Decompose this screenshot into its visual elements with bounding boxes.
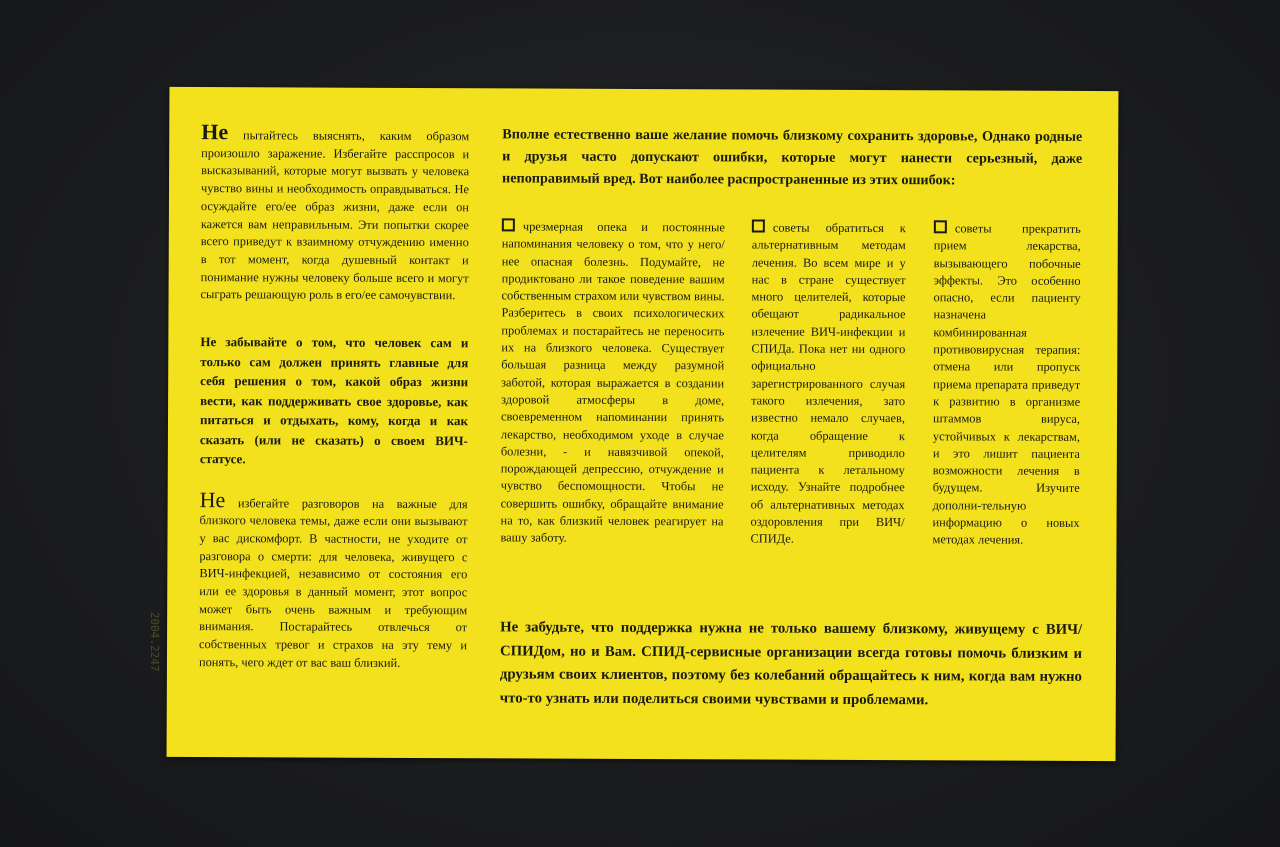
paragraph-text: избегайте разговоров на важные для близкого человека темы, даже если они вызывают у вас дискомфорт. В частности, не уходите от разговора о смерти: для человека, живущего с ВИЧ-инфекцией, независимо от состояния его или ее здоровья в данный момент, этот вопрос может быть очень важным и требующим внимания. Постарайтесь отвлечься от собственных тревог и страхов на эту тему и понять, чего ждет от вас ваш близкий. <box>198 495 468 670</box>
handwritten-catalog-number: 2004.2247 <box>147 611 162 672</box>
paragraph-dont-ask-about-infection <box>200 119 470 305</box>
intro-heading: Вполне естественно ваше желание помочь близкому сохранить здоровье, Однако родные и друзья часто допускают ошибки, которые могут нанести серьезный, даже непоправимый вред. Вот наиболее распространенные из этих ошибок: <box>502 126 1083 189</box>
square-bullet-icon <box>934 220 947 233</box>
square-bullet-icon <box>752 219 765 232</box>
mistake-text: советы обратиться к альтернативным методам лечения. Во всем мире и у нас в стране существует много целителей, которые обещают радикальное излечение ВИЧ-инфекции и СПИДа. Пока нет ни одного официально зарегистрированного случая такого излечения, зато известно немало случаев, когда обращение к целителям приводило пациента к летальному исходу. Узнайте подробнее об альтернативных методах оздоровления при ВИЧ/СПИДе. <box>750 220 906 547</box>
paragraph-dont-forget-decisions <box>200 332 469 470</box>
lead-word: Не <box>199 486 226 512</box>
closing-paragraph: Не забудьте, что поддержка нужна не только вашему близкому, живущему с ВИЧ/СПИДом, но и Вам. СПИД-сервисные организации всегда готовы помочь близким и друзьям своих клиентов, поэтому без колебаний обращайтесь к ним, когда вам нужно что-то узнать или поделиться своими чувствами и проблемами. <box>499 619 1083 708</box>
left-column <box>198 119 470 673</box>
mistake-text: советы прекратить прием лекарства, вызывающего побочные эффекты. Это особенно опасно, если пациенту назначена комбинированная противовирусная терапия: отмена или пропуск приема препарата приведут к развитию в организме штаммов вируса, устойчивых к лекарствам, и это лишит пациента возможности лечения в будущем. Изучите дополни-тельную информацию о новых методах лечения. <box>932 221 1081 548</box>
yellow-leaflet <box>147 87 1119 761</box>
lead-word: Не <box>201 119 229 145</box>
mistake-item-overprotection <box>500 218 724 548</box>
paragraph-text: пытайтесь выяснять, каким образом произошло заражение. Избегайте расспросов и высказываний, которые могут вызвать у человека чувство вины и необходимость оправдываться. Не осуждайте его/ее образ жизни, даже если он кажется вам неправильным. Эти попытки скорее всего приведут к взаимному отчуждению именно в тот момент, когда душевный контакт и понимание нужны человеку больше всего и могут сыграть решающую роль в его/ее самочувствии. <box>200 128 470 303</box>
lead-word: Не <box>200 334 217 350</box>
paragraph-text: забывайте о том, что человек сам и только сам должен принять главные для себя решения о том, какой образ жизни вести, как поддерживать свое здоровье, как питаться и отдыхать, кому, когда и как сказать (или не сказать) о своем ВИЧ-статусе. <box>199 334 469 467</box>
square-bullet-icon <box>502 218 515 231</box>
paragraph-dont-avoid-conversations <box>198 486 468 673</box>
mistake-item-alternative-medicine <box>750 219 905 548</box>
mistake-text: чрезмерная опека и постоянные напоминания человеку о том, что у него/нее опасная болезнь. Подумайте, не продиктовано ли такое поведение вашим собственным страхом или чувством вины. Разберитесь в своих психологических проблемах и постарайтесь не переносить их на близкого человека. Существует большая разница между разумной заботой, которая выражается в создании здоровой атмосферы в доме, своевременном напоминании принять лекарство, необходимом уходе в случае болезни, - и навязчивой опекой, порождающей депрессию, отчуждение и чувство беспомощности. Чтобы не совершить ошибку, обращайте внимание на то, как близкий человек реагирует на вашу заботу. <box>500 219 725 546</box>
mistake-item-stopping-medication <box>932 220 1080 549</box>
